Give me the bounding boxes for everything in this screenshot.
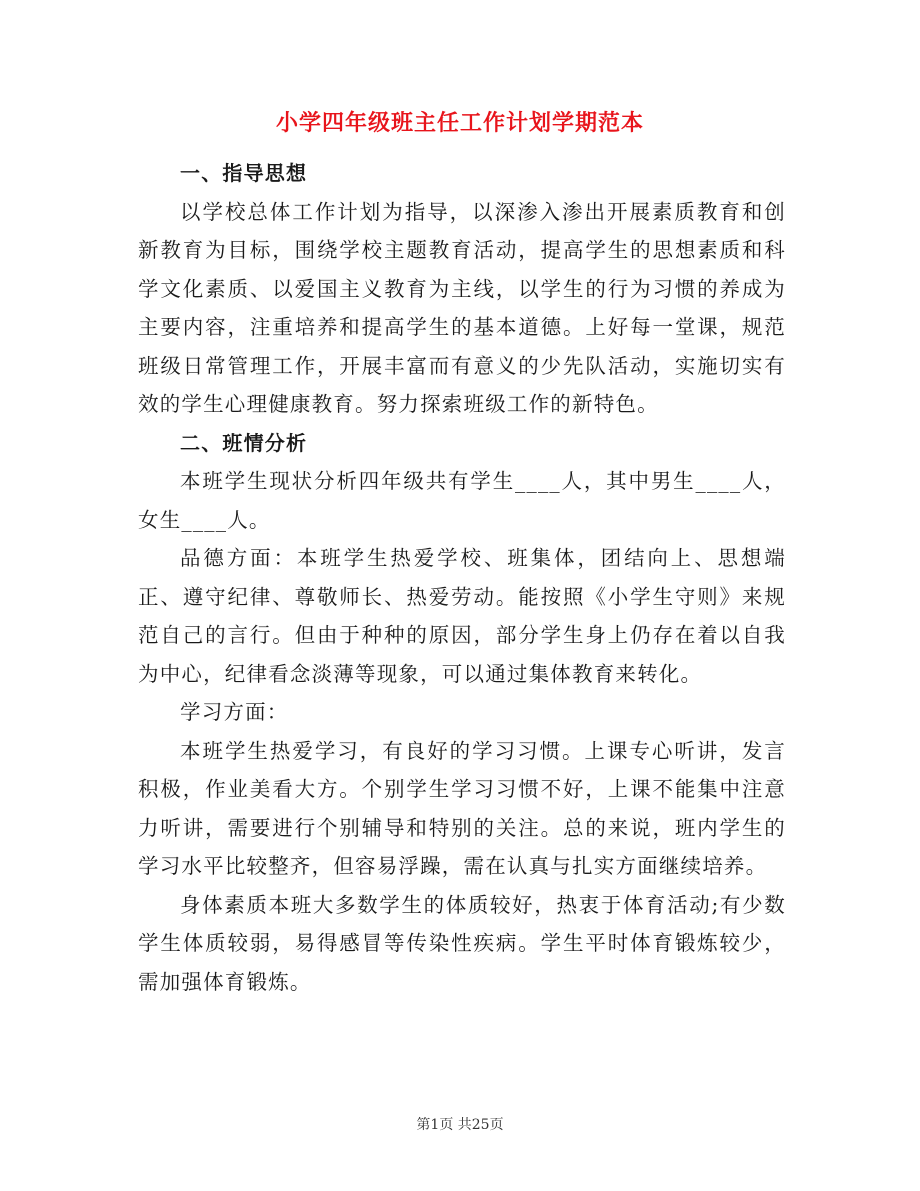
paragraph-study: 本班学生热爱学习，有良好的学习习惯。上课专心听讲，发言积极，作业美看大方。个别学生学习习惯不好，上课不能集中注意力听讲，需要进行个别辅导和特别的关注。总的来说，班内学生的学习水平比较整齐，但容易浮躁，需在认真与扎实方面继续培养。 [138, 738, 786, 878]
paragraph-physical: 身体素质本班大多数学生的体质较好，热衷于体育活动;有少数学生体质较弱，易得感冒等传染性疾病。学生平时体育锻炼较少，需加强体育锻炼。 [138, 892, 786, 994]
page-footer: 第1页 共25页 [416, 1117, 504, 1133]
section-heading-guiding-thought: 一、指导思想 [180, 161, 308, 185]
paragraph-moral: 品德方面：本班学生热爱学校、班集体，团结向上、思想端正、遵守纪律、尊敬师长、热爱劳动。能按照《小学生守则》来规范自己的言行。但由于种种的原因，部分学生身上仍存在着以自我为中心，纪律看念淡薄等现象，可以通过集体教育来转化。 [138, 546, 786, 686]
paragraph-guiding-thought: 以学校总体工作计划为指导，以深渗入渗出开展素质教育和创新教育为目标，围绕学校主题教育活动，提高学生的思想素质和科学文化素质、以爱国主义教育为主线，以学生的行为习惯的养成为主要内容，注重培养和提高学生的基本道德。上好每一堂课，规范班级日常管理工作，开展丰富而有意义的少先队活动，实施切实有效的学生心理健康教育。努力探索班级工作的新特色。 [138, 199, 786, 416]
paragraph-study-label: 学习方面： [180, 700, 289, 724]
paragraph-student-count: 本班学生现状分析四年级共有学生____人，其中男生____人，女生____人。 [138, 469, 786, 532]
document-title: 小学四年级班主任工作计划学期范本 [275, 110, 644, 136]
section-heading-class-analysis: 二、班情分析 [180, 430, 308, 455]
document-body [138, 154, 786, 1001]
